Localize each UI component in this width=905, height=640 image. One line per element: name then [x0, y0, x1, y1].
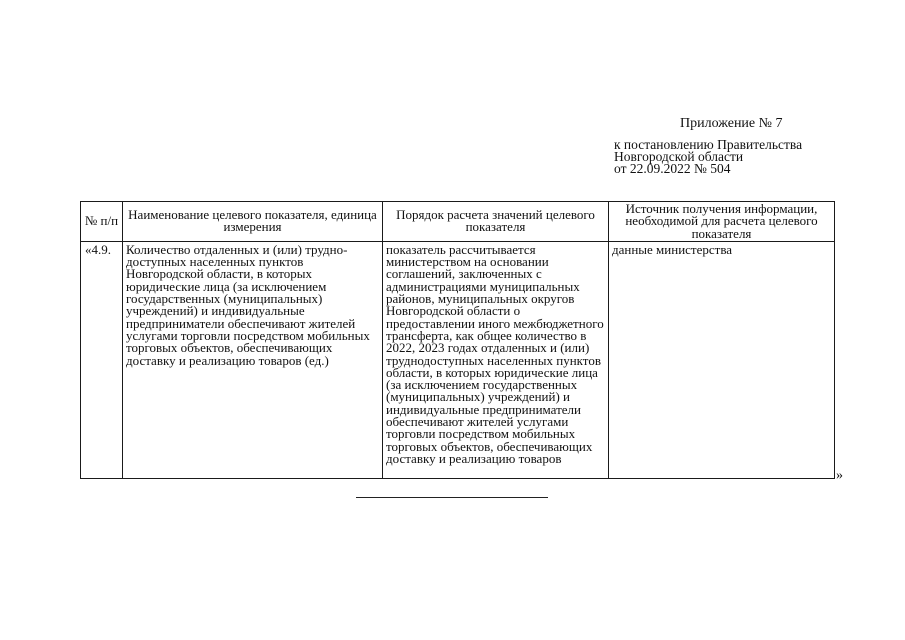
cell-name: Количество отдаленных и (или) трудно-доступных населенных пунктов Новгородской области, в которых юридические лица (за исключением государственных (муниципальных) учреждений) и индивидуальные предприниматели обеспечивают жителей услугами торговли посредством мобильных торговых объектов, обеспечивающих доставку и реализацию товаров (ед.) — [123, 241, 383, 478]
indicator-table — [80, 201, 835, 479]
footer-divider — [356, 497, 548, 498]
header-method: Порядок расчета значений целевого показателя — [383, 202, 609, 242]
cell-method: показатель рассчитывается министерством на основании соглашений, заключенных с администрациями муниципальных районов, муниципальных округов Новгородской области о предоставлении иного межбюджетного трансферта, как общее количество в 2022, 2023 годах отдаленных и (или) труднодоступных населенных пунктов области, в которых юридические лица (за исключением государственных (муниципальных) учреждений) и индивидуальные предприниматели обеспечивают жителей услугами торговли посредством мобильных торговых объектов, обеспечивающих доставку и реализацию товаров — [383, 241, 609, 478]
table-header-row — [81, 202, 835, 242]
appendix-title: Приложение № 7 — [680, 116, 783, 131]
header-num: № п/п — [81, 202, 123, 242]
header-name: Наименование целевого показателя, единица измерения — [123, 202, 383, 242]
cell-num: «4.9. — [81, 241, 123, 478]
header-source: Источник получения информации, необходимой для расчета целевого показателя — [609, 202, 835, 242]
table-row — [81, 241, 835, 478]
appendix-line-resolution: к постановлению Правительства — [614, 137, 803, 152]
cell-source: данные министерства — [609, 241, 835, 478]
appendix-header — [614, 118, 874, 175]
closing-quote: » — [836, 468, 843, 483]
appendix-line-region: Новгородской области — [614, 149, 744, 164]
appendix-line-date: от 22.09.2022 № 504 — [614, 161, 731, 176]
